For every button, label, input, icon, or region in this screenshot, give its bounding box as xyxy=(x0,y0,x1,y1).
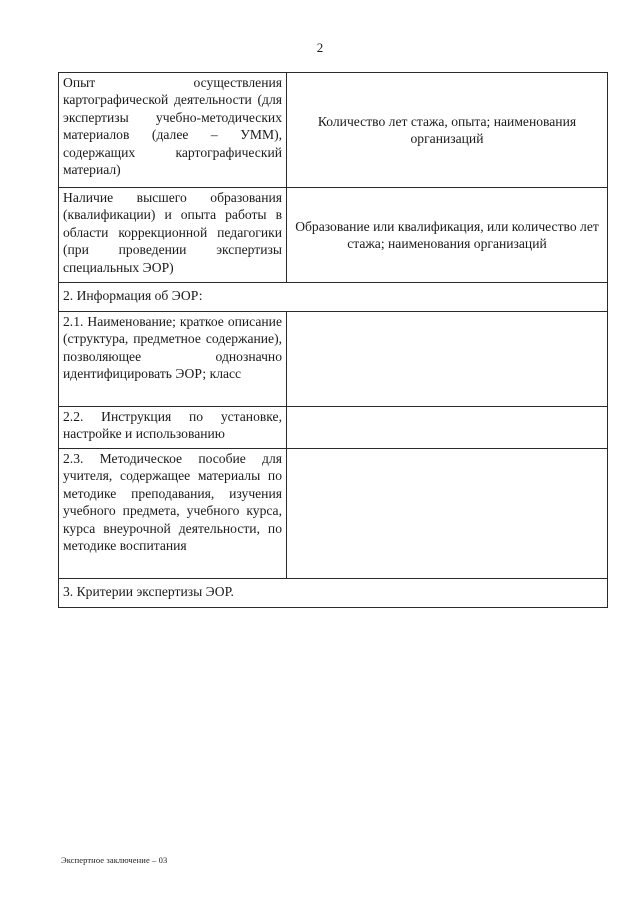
section-heading-eor-info: 2. Информация об ЭОР: xyxy=(59,283,608,312)
table-row xyxy=(59,283,608,312)
page-number: 2 xyxy=(316,40,324,55)
item-2-3-value-cell xyxy=(287,449,608,579)
section-heading-eor-criteria: 3. Критерии экспертизы ЭОР. xyxy=(59,579,608,608)
table-row xyxy=(59,73,608,188)
criterion-cartographic-evidence: Количество лет стажа, опыта; наименования организаций xyxy=(287,73,608,188)
table-row xyxy=(59,188,608,283)
criterion-higher-education-evidence: Образование или квалификация, или количество лет стажа; наименования организаций xyxy=(287,188,608,283)
document-footer: Экспертное заключение – 03 xyxy=(61,855,168,865)
table-row xyxy=(59,407,608,449)
item-2-3-teacher-manual: 2.3. Методическое пособие для учителя, содержащее материалы по методике преподавания, изучения учебного предмета, учебного курса, курса внеурочной деятельности, по методике воспитания xyxy=(59,449,287,579)
table-row xyxy=(59,579,608,608)
item-2-2-installation-guide: 2.2. Инструкция по установке, настройке и использованию xyxy=(59,407,287,449)
item-2-1-value-cell xyxy=(287,312,608,407)
criterion-cartographic-experience: Опыт осуществления картографической деятельности (для экспертизы учебно-методических материалов (далее – УММ), содержащих картографический материал) xyxy=(59,73,287,188)
item-2-2-value-cell xyxy=(287,407,608,449)
criterion-higher-education: Наличие высшего образования (квалификации) и опыта работы в области коррекционной педагогики (при проведении экспертизы специальных ЭОР) xyxy=(59,188,287,283)
item-2-1-name-description: 2.1. Наименование; краткое описание (структура, предметное содержание), позволяющее однозначно идентифицировать ЭОР; класс xyxy=(59,312,287,407)
expert-conclusion-table xyxy=(58,72,608,608)
table-row xyxy=(59,312,608,407)
table-row xyxy=(59,449,608,579)
